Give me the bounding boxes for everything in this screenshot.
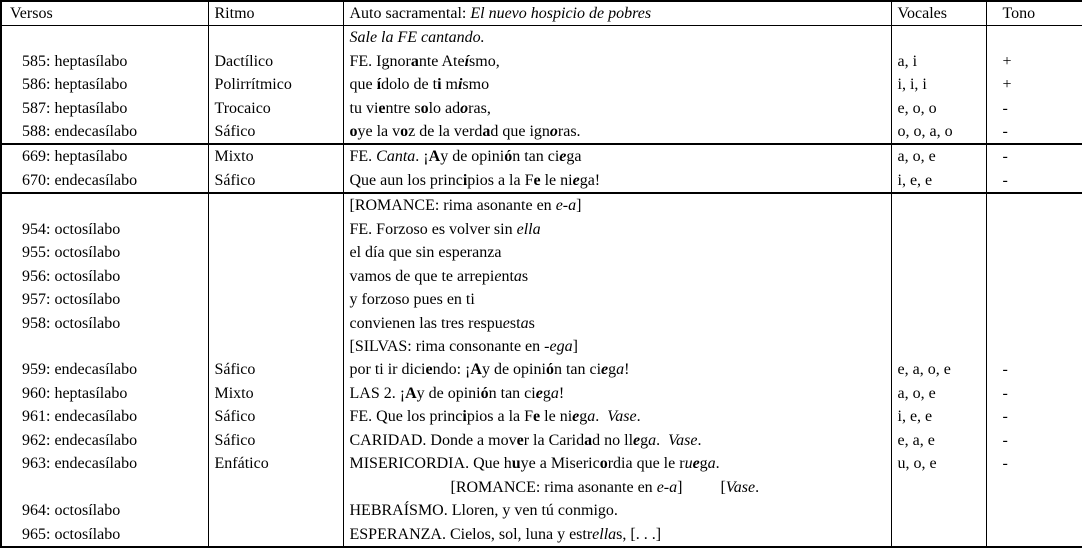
rhythm-cell: Sáfico: [208, 429, 343, 452]
verse-text-cell: Sale la FE cantando.: [343, 26, 891, 50]
verse-text-cell: [ROMANCE: rima asonante en e-a] [Vase.: [343, 475, 891, 498]
tone-cell: -: [986, 96, 1082, 119]
rhythm-cell: Trocaico: [208, 96, 343, 119]
tone-cell: -: [986, 120, 1082, 144]
rhythm-cell: Dactílico: [208, 49, 343, 72]
rhythm-cell: [208, 288, 343, 311]
verse-number-cell: 586: heptasílabo: [1, 73, 208, 96]
vowels-cell: a, i: [891, 49, 986, 72]
rhythm-cell: [208, 193, 343, 217]
verse-number-cell: 965: octosílabo: [1, 522, 208, 547]
vowels-cell: [891, 311, 986, 334]
verse-text-cell: ESPERANZA. Cielos, sol, luna y estrellas, [. . .]: [343, 522, 891, 547]
tone-cell: [986, 218, 1082, 241]
table-row: [1, 265, 1082, 288]
verse-number-cell: 955: octosílabo: [1, 241, 208, 264]
column-header-auto-sacramental: Auto sacramental: El nuevo hospicio de pobres: [343, 1, 891, 26]
verse-text-cell: CARIDAD. Donde a mover la Caridad no llega. Vase.: [343, 429, 891, 452]
vowels-cell: [891, 288, 986, 311]
table-row: [1, 475, 1082, 498]
rhythm-cell: Mixto: [208, 382, 343, 405]
verse-text-cell: Que aun los principios a la Fe le niega!: [343, 169, 891, 193]
tone-cell: [986, 265, 1082, 288]
vowels-cell: [891, 335, 986, 358]
tone-cell: [986, 475, 1082, 498]
rhythm-cell: Sáfico: [208, 358, 343, 381]
vowels-cell: o, o, a, o: [891, 120, 986, 144]
table-row: [1, 120, 1082, 144]
vowels-cell: i, i, i: [891, 73, 986, 96]
column-header-vocales: Vocales: [891, 1, 986, 26]
table-row: [1, 335, 1082, 358]
rhythm-cell: [208, 218, 343, 241]
verse-text-cell: que ídolo de ti mismo: [343, 73, 891, 96]
verse-number-cell: 585: heptasílabo: [1, 49, 208, 72]
verse-text-cell: [SILVAS: rima consonante en -ega]: [343, 335, 891, 358]
verse-number-cell: 587: heptasílabo: [1, 96, 208, 119]
table-row: [1, 499, 1082, 522]
verse-text-cell: FE. Canta. ¡Ay de opinión tan ciega: [343, 144, 891, 168]
rhythm-cell: [208, 475, 343, 498]
rhythm-cell: [208, 499, 343, 522]
tone-cell: [986, 26, 1082, 50]
table-row: [1, 382, 1082, 405]
vowels-cell: e, a, e: [891, 429, 986, 452]
verse-number-cell: 954: octosílabo: [1, 218, 208, 241]
verse-text-cell: MISERICORDIA. Que huye a Misericordia que le ruega.: [343, 452, 891, 475]
tone-cell: -: [986, 358, 1082, 381]
tone-cell: -: [986, 169, 1082, 193]
verse-text-cell: por ti ir diciendo: ¡Ay de opinión tan ciega!: [343, 358, 891, 381]
tone-cell: [986, 335, 1082, 358]
rhythm-cell: [208, 265, 343, 288]
column-header-versos: Versos: [1, 1, 208, 26]
tone-cell: [986, 288, 1082, 311]
verse-text-cell: HEBRAÍSMO. Lloren, y ven tú conmigo.: [343, 499, 891, 522]
verse-number-cell: 588: endecasílabo: [1, 120, 208, 144]
vowels-cell: i, e, e: [891, 405, 986, 428]
verse-text-cell: LAS 2. ¡Ay de opinión tan ciega!: [343, 382, 891, 405]
tone-cell: [986, 193, 1082, 217]
rhythm-cell: Polirrítmico: [208, 73, 343, 96]
table-row: [1, 358, 1082, 381]
table-row: [1, 73, 1082, 96]
verse-number-cell: 964: octosílabo: [1, 499, 208, 522]
verse-number-cell: 956: octosílabo: [1, 265, 208, 288]
verse-number-cell: 670: endecasílabo: [1, 169, 208, 193]
verse-number-cell: 957: octosílabo: [1, 288, 208, 311]
verse-text-cell: el día que sin esperanza: [343, 241, 891, 264]
table-row: [1, 144, 1082, 168]
table-row: [1, 49, 1082, 72]
tone-cell: -: [986, 452, 1082, 475]
verse-text-cell: y forzoso pues en ti: [343, 288, 891, 311]
verse-number-cell: 958: octosílabo: [1, 311, 208, 334]
vowels-cell: [891, 218, 986, 241]
tone-cell: [986, 499, 1082, 522]
verse-text-cell: [ROMANCE: rima asonante en e-a]: [343, 193, 891, 217]
vowels-cell: e, o, o: [891, 96, 986, 119]
vowels-cell: a, o, e: [891, 382, 986, 405]
table-row: [1, 452, 1082, 475]
tone-cell: [986, 241, 1082, 264]
tone-cell: -: [986, 405, 1082, 428]
rhythm-cell: Enfático: [208, 452, 343, 475]
tone-cell: [986, 311, 1082, 334]
rhythm-cell: Sáfico: [208, 405, 343, 428]
table-row: [1, 288, 1082, 311]
verse-text-cell: convienen las tres respuestas: [343, 311, 891, 334]
table-body: [1, 26, 1082, 548]
vowels-cell: e, a, o, e: [891, 358, 986, 381]
verse-text-cell: FE. Forzoso es volver sin ella: [343, 218, 891, 241]
header-row: [1, 1, 1082, 26]
vowels-cell: [891, 26, 986, 50]
rhythm-cell: Sáfico: [208, 169, 343, 193]
vowels-cell: i, e, e: [891, 169, 986, 193]
rhythm-cell: [208, 241, 343, 264]
tone-cell: [986, 522, 1082, 547]
rhythm-cell: [208, 522, 343, 547]
verse-number-cell: [1, 26, 208, 50]
rhythm-cell: Mixto: [208, 144, 343, 168]
table-row: [1, 429, 1082, 452]
verse-number-cell: [1, 475, 208, 498]
table-row: [1, 26, 1082, 50]
verse-text-cell: tu vientre solo adoras,: [343, 96, 891, 119]
column-header-ritmo: Ritmo: [208, 1, 343, 26]
table-row: [1, 96, 1082, 119]
table-row: [1, 169, 1082, 193]
verse-number-cell: 959: endecasílabo: [1, 358, 208, 381]
tone-cell: -: [986, 144, 1082, 168]
vowels-cell: a, o, e: [891, 144, 986, 168]
verse-number-cell: 669: heptasílabo: [1, 144, 208, 168]
table-row: [1, 522, 1082, 547]
table-row: [1, 405, 1082, 428]
rhythm-cell: [208, 26, 343, 50]
vowels-cell: [891, 499, 986, 522]
table-row: [1, 241, 1082, 264]
verse-text-cell: FE. Que los principios a la Fe le niega. Vase.: [343, 405, 891, 428]
verse-number-cell: [1, 335, 208, 358]
vowels-cell: [891, 241, 986, 264]
verse-text-cell: FE. Ignorante Ateísmo,: [343, 49, 891, 72]
tone-cell: +: [986, 49, 1082, 72]
rhythm-cell: [208, 335, 343, 358]
rhythm-cell: Sáfico: [208, 120, 343, 144]
verse-number-cell: 960: heptasílabo: [1, 382, 208, 405]
table-row: [1, 311, 1082, 334]
vowels-cell: u, o, e: [891, 452, 986, 475]
verse-number-cell: [1, 193, 208, 217]
column-header-tono: Tono: [986, 1, 1082, 26]
verse-text-cell: vamos de que te arrepientas: [343, 265, 891, 288]
tone-cell: +: [986, 73, 1082, 96]
vowels-cell: [891, 265, 986, 288]
table-row: [1, 218, 1082, 241]
tone-cell: -: [986, 429, 1082, 452]
verse-number-cell: 961: endecasílabo: [1, 405, 208, 428]
vowels-cell: [891, 475, 986, 498]
tone-cell: -: [986, 382, 1082, 405]
vowels-cell: [891, 522, 986, 547]
rhythm-cell: [208, 311, 343, 334]
verse-number-cell: 963: endecasílabo: [1, 452, 208, 475]
verse-text-cell: oye la voz de la verdad que ignoras.: [343, 120, 891, 144]
verse-number-cell: 962: endecasílabo: [1, 429, 208, 452]
vowels-cell: [891, 193, 986, 217]
table-row: [1, 193, 1082, 217]
